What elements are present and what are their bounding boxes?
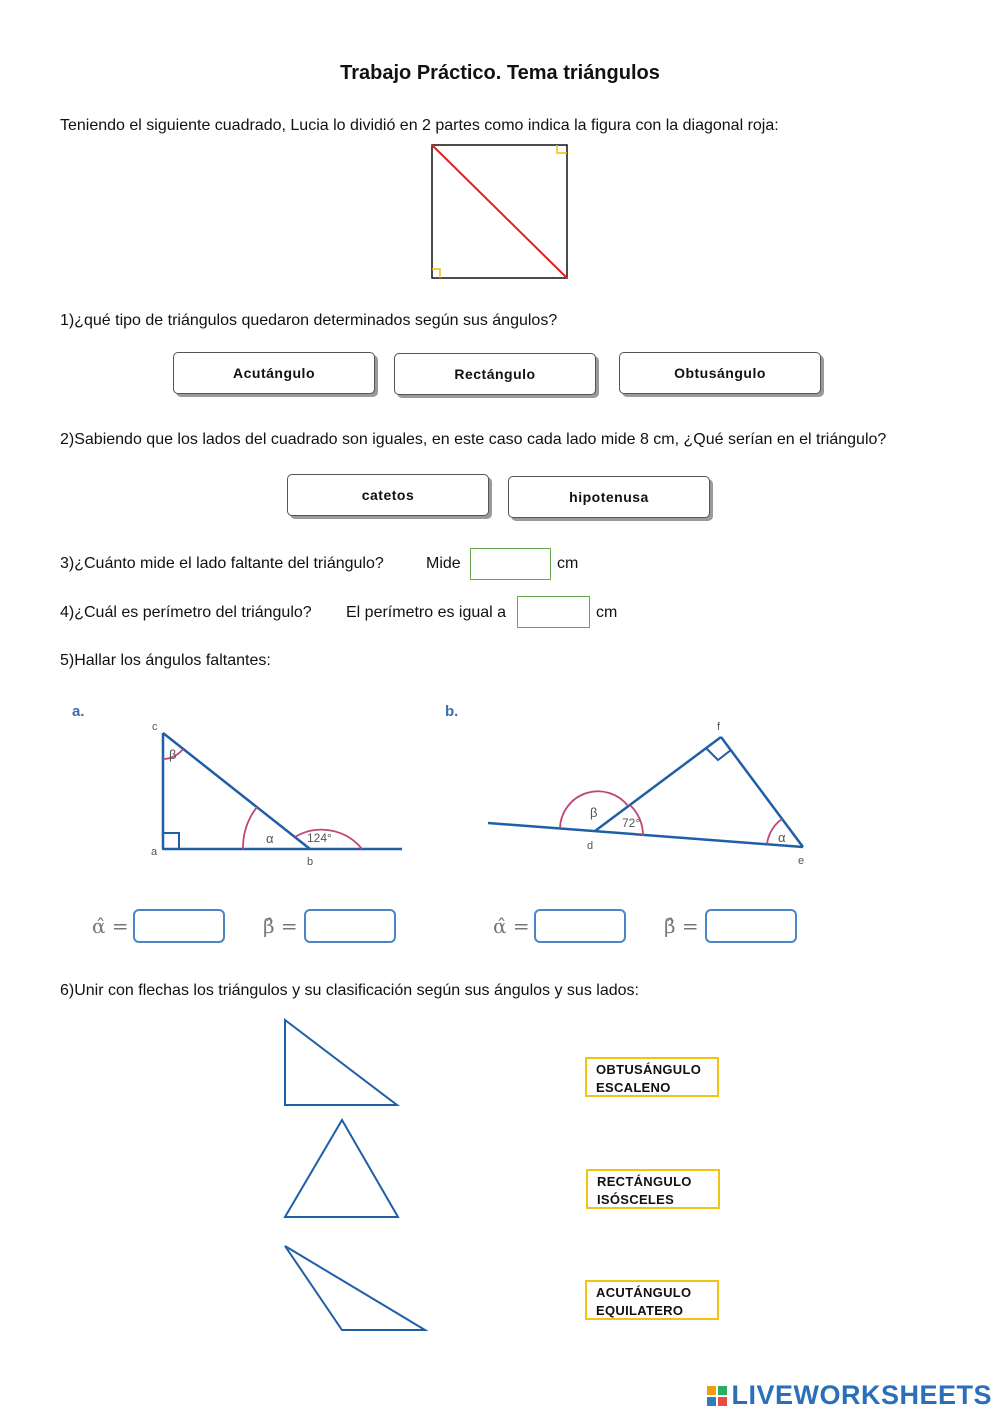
vertex-f: f [717, 721, 721, 733]
class-line-1: RECTÁNGULO [597, 1174, 692, 1189]
q4-prefix: El perímetro es igual a [346, 604, 507, 621]
intro-text: Teniendo el siguiente cuadrado, Lucia lo dividió en 2 partes como indica la figura con la diagonal roja: [60, 117, 779, 134]
vertex-c: c [152, 721, 158, 733]
logo-text: LIVEWORKSHEETS [731, 1380, 992, 1410]
option-acutangulo[interactable]: Acutángulo [173, 352, 375, 394]
option-catetos[interactable]: catetos [287, 474, 489, 516]
class-box-acutangulo-equilatero[interactable] [585, 1280, 719, 1320]
class-line-2: EQUILATERO [596, 1303, 684, 1318]
class-line-1: OBTUSÁNGULO [596, 1062, 702, 1077]
figure-b-triangle [485, 715, 815, 875]
option-obtusangulo[interactable]: Obtusángulo [619, 352, 821, 394]
fig-b-beta: β [590, 805, 598, 820]
fig-b-given-angle: 72° [622, 816, 641, 830]
vertex-b: b [307, 856, 314, 868]
q4-answer-input[interactable] [517, 596, 590, 628]
figure-b-label: b. [445, 703, 459, 720]
figure-a-label: a. [72, 703, 85, 720]
triangle-equilateral[interactable] [285, 1120, 398, 1217]
square-figure [430, 143, 570, 281]
vertex-a: a [151, 846, 158, 858]
question-6: 6)Unir con flechas los triángulos y su clasificación según sus ángulos y sus lados: [60, 982, 639, 999]
triangle-obtuse[interactable] [285, 1246, 425, 1330]
option-hipotenusa[interactable]: hipotenusa [508, 476, 710, 518]
question-5: 5)Hallar los ángulos faltantes: [60, 652, 271, 669]
question-3: 3)¿Cuánto mide el lado faltante del triángulo? [60, 555, 384, 572]
class-line-2: ESCALENO [596, 1080, 671, 1095]
class-line-1: ACUTÁNGULO [596, 1285, 692, 1300]
q3-prefix: Mide [426, 555, 461, 572]
fig-b-alpha: α [778, 830, 786, 845]
vertex-e: e [798, 855, 805, 867]
logo-grid-icon [707, 1386, 727, 1406]
fig-a-given-angle: 124° [307, 831, 332, 845]
red-diagonal [432, 145, 567, 278]
q3-answer-input[interactable] [470, 548, 551, 580]
fig-a-alpha-label: α̂ = [92, 914, 129, 938]
fig-a-beta: β [169, 747, 177, 762]
triangle-right[interactable] [285, 1020, 397, 1105]
vertex-d: d [587, 840, 594, 852]
fig-a-alpha: α [266, 831, 274, 846]
q3-unit: cm [557, 555, 579, 572]
class-box-obtusangulo-escaleno[interactable] [585, 1057, 719, 1097]
right-angle-mark-bottom [432, 269, 440, 278]
class-box-rectangulo-isosceles[interactable] [586, 1169, 720, 1209]
question-1: 1)¿qué tipo de triángulos quedaron determinados según sus ángulos? [60, 312, 558, 329]
figure-a-triangle [140, 715, 410, 870]
page-title: Trabajo Práctico. Tema triángulos [340, 62, 660, 84]
fig-b-alpha-label: α̂ = [493, 914, 530, 938]
right-angle-mark-top [557, 145, 567, 153]
q6-triangles [280, 1015, 430, 1335]
fig-b-beta-input[interactable] [705, 909, 797, 943]
fig-a-beta-label: β̂ = [263, 914, 298, 938]
fig-b-beta-label: β̂ = [664, 914, 699, 938]
fig-b-alpha-input[interactable] [534, 909, 626, 943]
fig-a-alpha-input[interactable] [133, 909, 225, 943]
liveworksheets-logo [707, 1380, 992, 1411]
class-line-2: ISÓSCELES [597, 1192, 675, 1207]
q4-unit: cm [596, 604, 618, 621]
option-rectangulo[interactable]: Rectángulo [394, 353, 596, 395]
question-4: 4)¿Cuál es perímetro del triángulo? [60, 604, 312, 621]
fig-a-beta-input[interactable] [304, 909, 396, 943]
question-2: 2)Sabiendo que los lados del cuadrado son iguales, en este caso cada lado mide 8 cm, ¿Qué serían en el triángulo? [60, 431, 887, 448]
